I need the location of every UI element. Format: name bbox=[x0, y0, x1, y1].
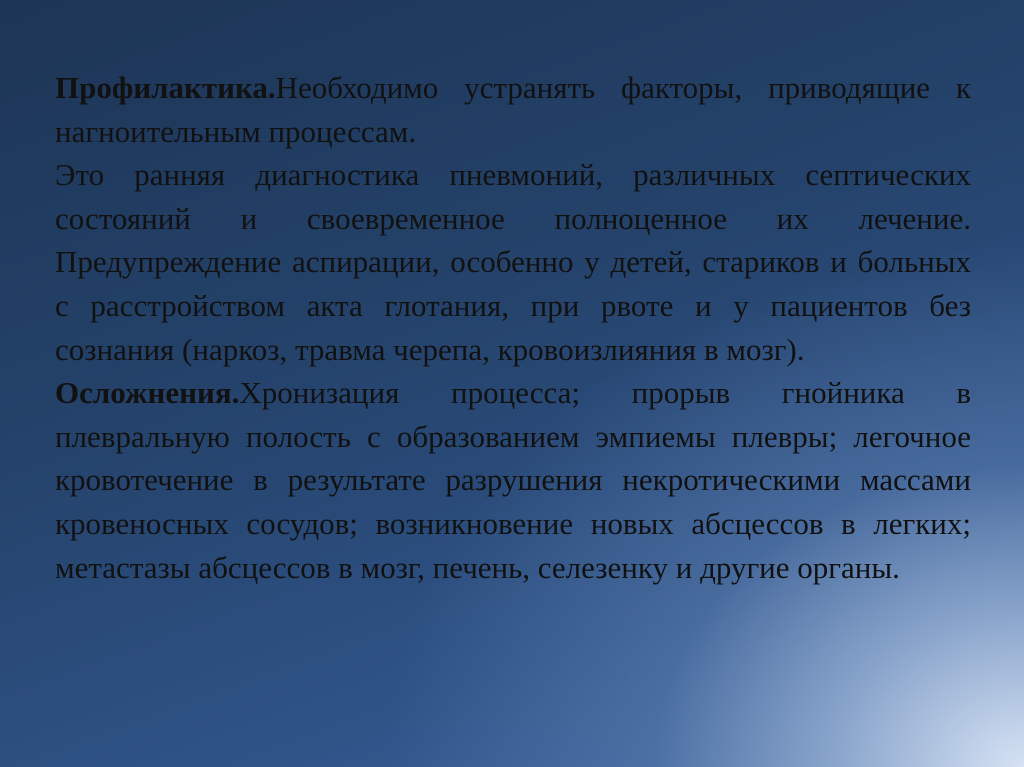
complications-paragraph bbox=[55, 371, 971, 589]
prevention-paragraph-body bbox=[55, 153, 971, 371]
prevention-heading: Профилактика. bbox=[55, 70, 276, 105]
slide-text-block bbox=[55, 66, 971, 589]
prevention-lead-text: Необходимо устранять факторы, приводящие к нагноительным процессам. bbox=[55, 70, 971, 149]
prevention-body-text: Это ранняя диагностика пневмоний, различных септических состояний и своевременное полноценное их лечение. Предупреждение аспирации, особенно у детей, стариков и больных с расстройством акта глотания, при рвоте и у пациентов без сознания (наркоз, травма черепа, кровоизлияния в мозг). bbox=[55, 157, 971, 367]
complications-body-text: Хронизация процесса; прорыв гнойника в плевральную полость с образованием эмпиемы плевры; легочное кровотечение в результате разрушения некротическими массами кровеносных сосудов; возникновение новых абсцессов в легких; метастазы абсцессов в мозг, печень, селезенку и другие органы. bbox=[55, 375, 971, 585]
prevention-paragraph-intro bbox=[55, 66, 971, 153]
complications-heading: Осложнения. bbox=[55, 375, 240, 411]
